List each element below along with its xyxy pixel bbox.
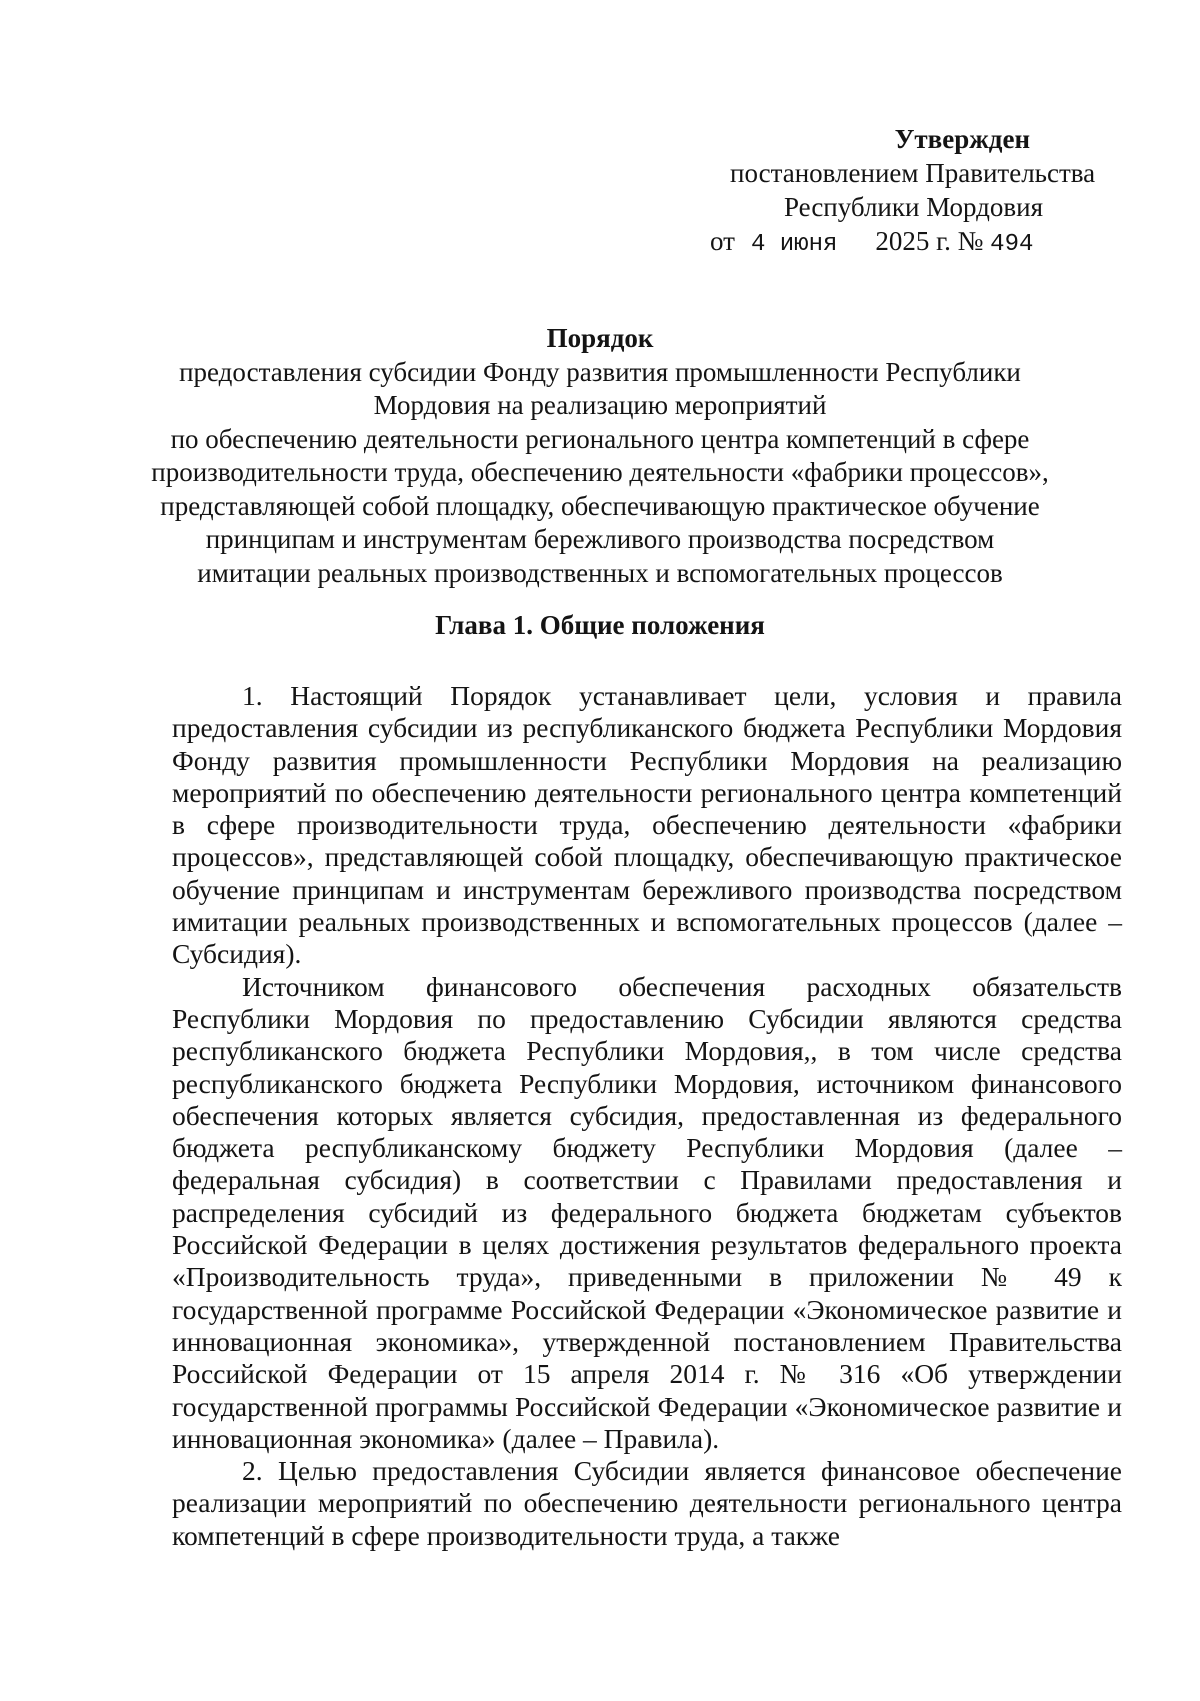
resolution-number: 494 — [990, 231, 1034, 258]
approval-republic-line: Республики Мордовия — [784, 192, 1044, 222]
paragraph-1: 1. Настоящий Порядок устанавливает цели, условия и правила предоставления субсидии из республиканского бюджета Республики Мордовия Фонду развития промышленности Республики Мордовия на реализацию мероприятий по обеспечению деятельности регионального центра компетенций в сфере производительности труда, обеспечению деятельности «фабрики процессов», представляющей собой площадку, обеспечивающую практическое обучение принципам и инструментам бережливого производства посредством имитации реальных производственных и вспомогательных процессов (далее – Субсидия). — [172, 680, 1122, 970]
chapter-heading: Глава 1. Общие положения — [435, 610, 765, 640]
approval-block — [660, 122, 1130, 262]
document-title-block — [150, 322, 1050, 590]
title-line: имитации реальных производственных и вспомогательных процессов — [197, 557, 1003, 588]
title-line: Мордовия на реализацию мероприятий — [373, 390, 827, 420]
title-line: принципам и инструментам бережливого производства посредством — [205, 524, 995, 554]
approval-resolution-line: постановлением Правительства — [730, 158, 1096, 188]
approved-label: Утвержден — [894, 124, 1030, 154]
paragraph-funding-source: Источником финансового обеспечения расходных обязательств Республики Мордовия по предоставлению Субсидии являются средства республиканского бюджета Республики Мордовия,, в том числе средства республиканского бюджета Республики Мордовия, источником финансового обеспечения которых является субсидия, предоставленная из федерального бюджета республиканскому бюджету Республики Мордовия (далее – федеральная субсидия) в соответствии с Правилами предоставления и распределения субсидий из федерального бюджета бюджетам субъектов Российской Федерации в целях достижения результатов федерального проекта «Производительность труда», приведенными в приложении № 49 к государственной программе Российской Федерации «Экономическое развитие и инновационная экономика», утвержденной постановлением Правительства Российской Федерации от 15 апреля 2014 г. № 316 «Об утверждении государственной программы Российской Федерации «Экономическое развитие и инновационная экономика» (далее – Правила). — [172, 970, 1122, 1454]
paragraph-2: 2. Целью предоставления Субсидии является финансовое обеспечение реализации мероприятий по обеспечению деятельности регионального центра компетенций в сфере производительности труда, а также — [172, 1455, 1122, 1551]
title-line: производительности труда, обеспечению деятельности «фабрики процессов», — [151, 457, 1049, 487]
approval-date-line — [660, 224, 1130, 262]
title-line: по обеспечению деятельности регионального центра компетенций в сфере — [170, 423, 1030, 454]
date-prefix: от — [710, 226, 735, 256]
title-line: представляющей собой площадку, обеспечивающую практическое обучение — [160, 490, 1040, 521]
date-year: 2025 г. № — [875, 226, 984, 256]
document-title: Порядок — [546, 323, 654, 353]
date-day-month: 4 июня — [750, 231, 838, 258]
document-body — [172, 680, 1122, 1552]
title-line: предоставления субсидии Фонду развития промышленности Республики — [179, 356, 1021, 387]
